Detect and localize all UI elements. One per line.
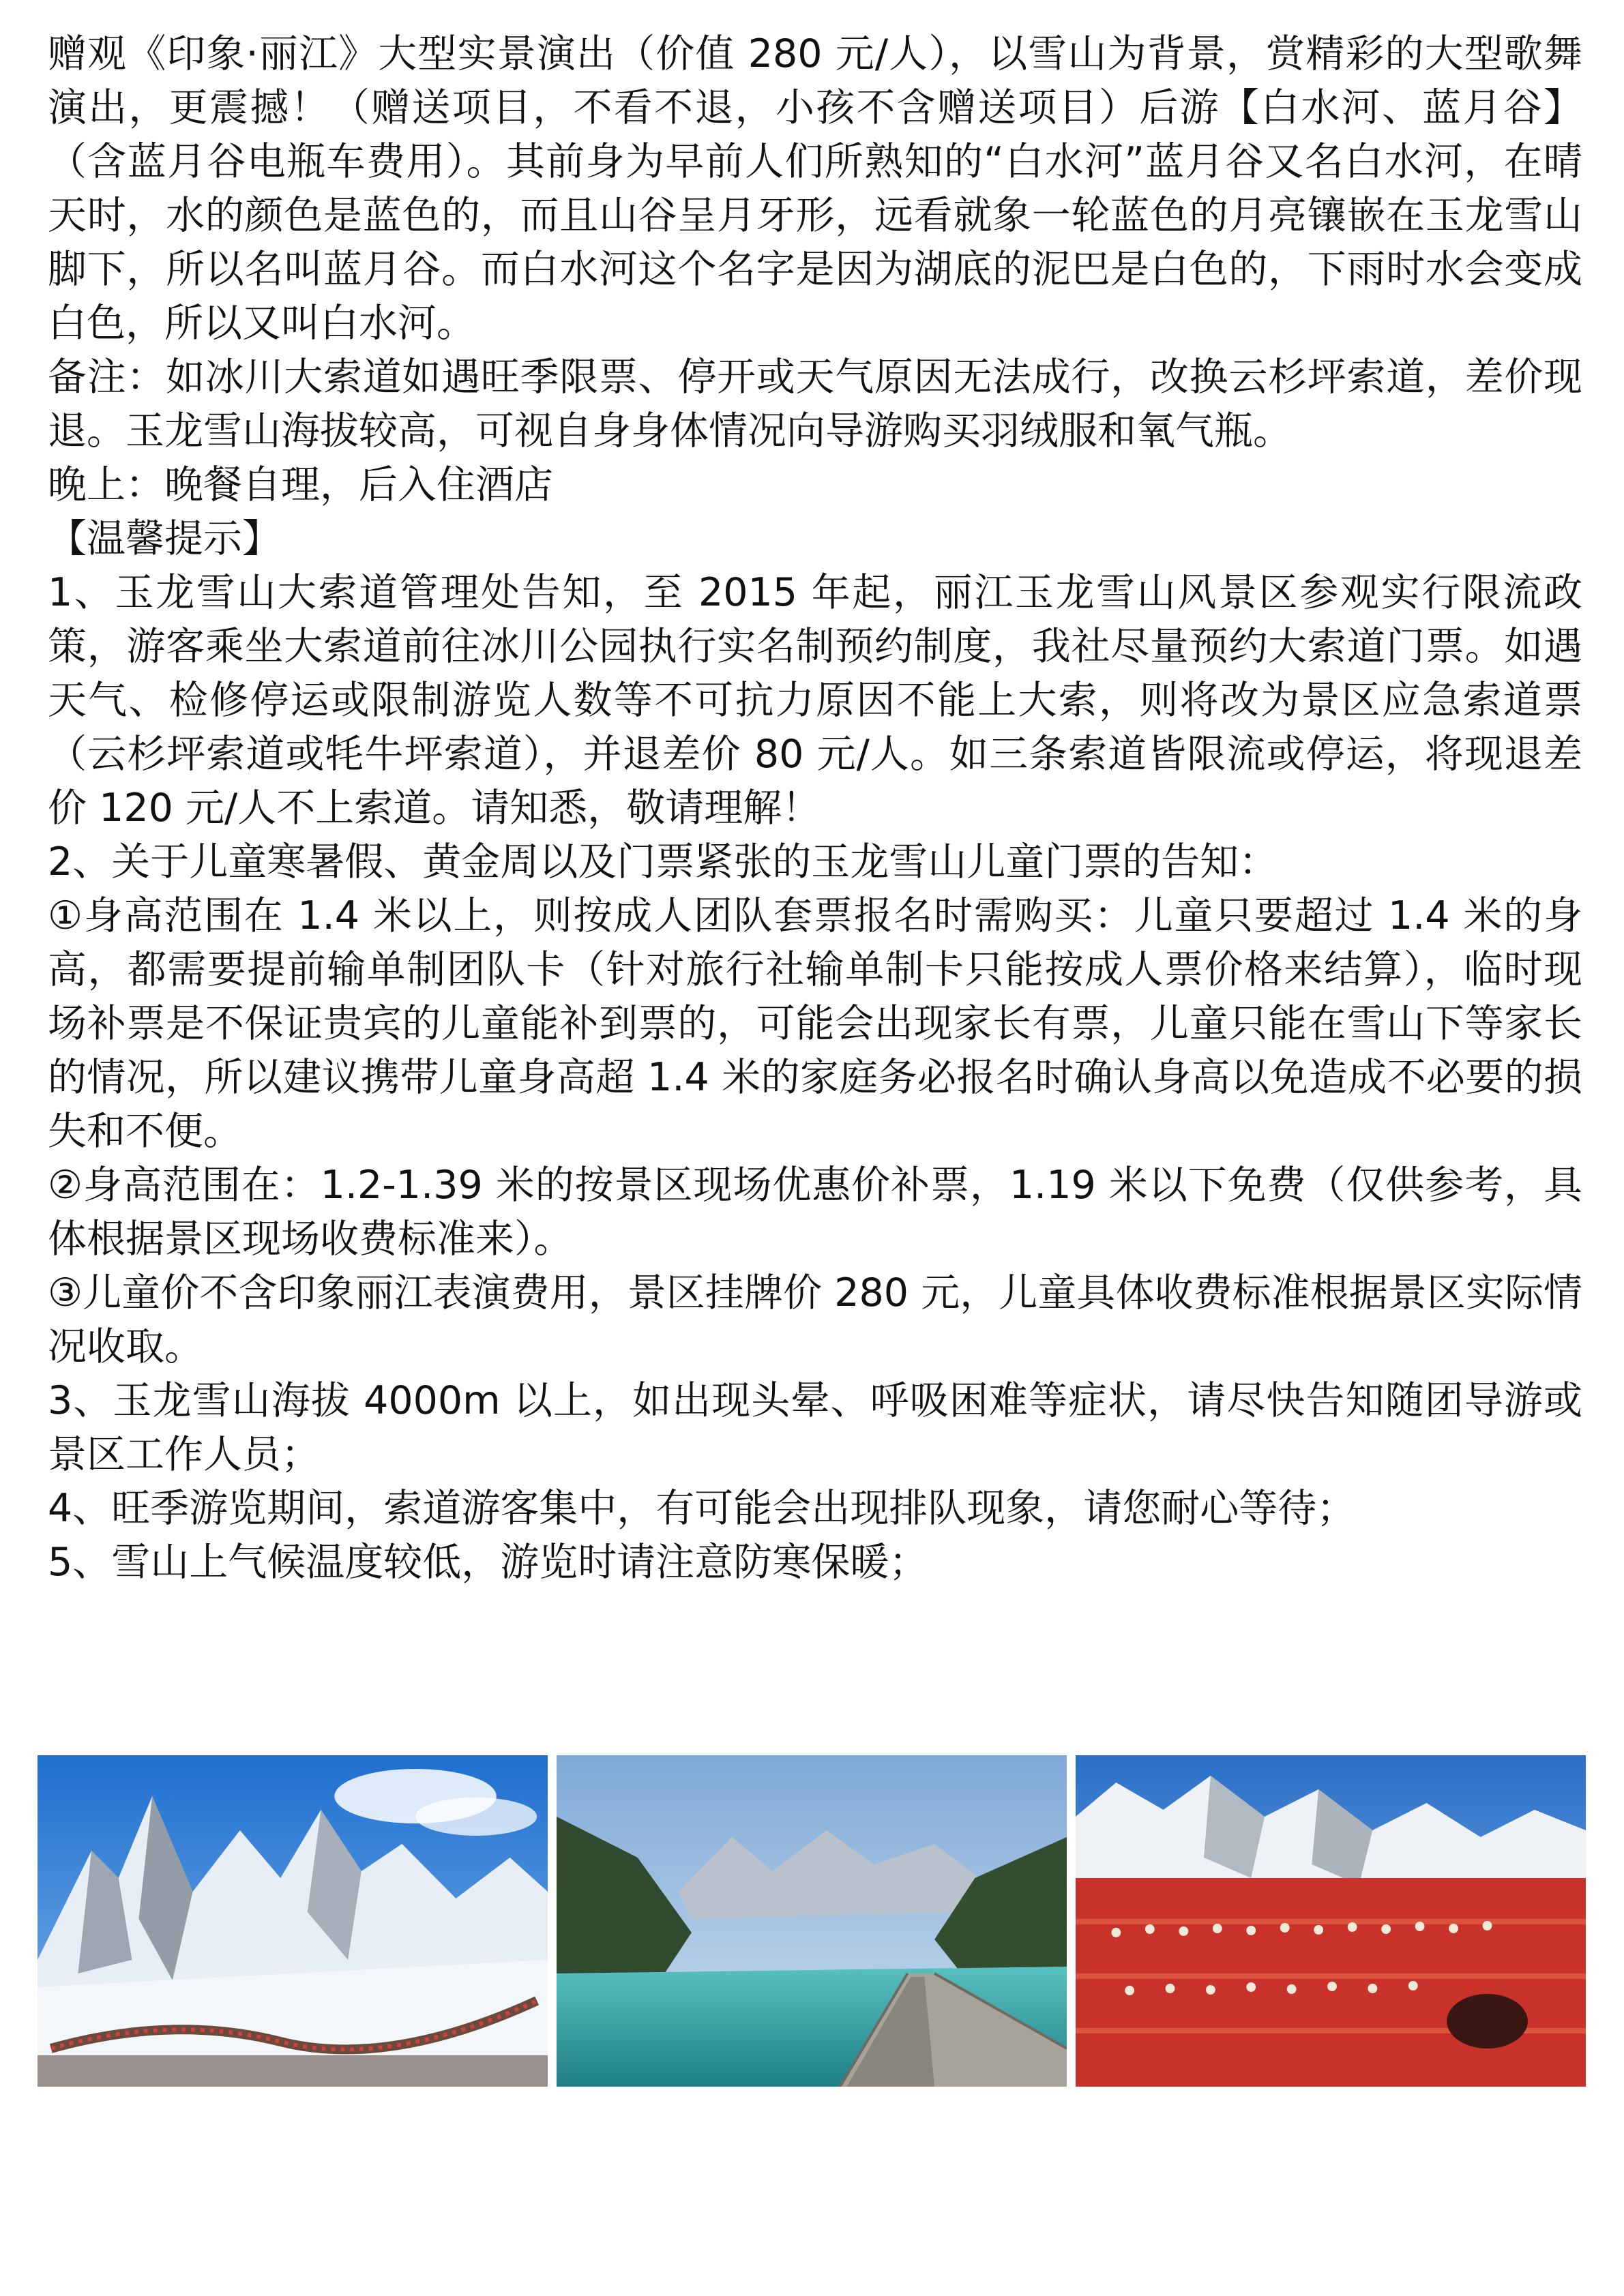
tip-2-item-1: ①身高范围在 1.4 米以上，则按成人团队套票报名时需购买：儿童只要超过 1.4 米的身高，都需要提前输单制团队卡（针对旅行社输单制卡只能按成人票价格来结算），临时现场补票是不保证贵宾的儿童能补到票的，可能会出现家长有票，儿童只能在雪山下等家长的情况，所以建议携带儿童身高超 1.4 米的家庭务必报名时确认身高以免造成不必要的损失和不便。: [48, 893, 1582, 1154]
tips-heading: 【温馨提示】: [48, 516, 281, 561]
note-paragraph: 备注：如冰川大索道如遇旺季限票、停开或天气原因无法成行，改换云杉坪索道，差价现退。玉龙雪山海拔较高，可视自身身体情况向导游购买羽绒服和氧气瓶。: [48, 355, 1582, 453]
tip-2-children-tickets: 2、关于儿童寒暑假、黄金周以及门票紧张的玉龙雪山儿童门票的告知：: [48, 839, 1278, 884]
tip-2-item-2: ②身高范围在：1.2-1.39 米的按景区现场优惠价补票，1.19 米以下免费（仅供参考，具体根据景区现场收费标准来）。: [48, 1163, 1582, 1262]
tip-1-cableway: 1、玉龙雪山大索道管理处告知，至 2015 年起，丽江玉龙雪山风景区参观实行限流政策，游客乘坐大索道前往冰川公园执行实名制预约制度，我社尽量预约大索道门票。如遇天气、检修停运或限制游览人数等不可抗力原因不能上大索，则将改为景区应急索道票（云杉坪索道或牦牛坪索道），并退差价 80 元/人。如三条索道皆限流或停运，将现退差价 120 元/人不上索道。请知悉，敬请理解！: [48, 570, 1582, 831]
blue-moon-valley-photo: [557, 1755, 1067, 2087]
show-and-valley-description: 赠观《印象·丽江》大型实景演出（价值 280 元/人），以雪山为背景，赏精彩的大型歌舞演出，更震撼！（赠送项目，不看不退，小孩不含赠送项目）后游【白水河、蓝月谷】（含蓝月谷电瓶车费用）。其前身为早前人们所熟知的“白水河”蓝月谷又名白水河，在晴天时，水的颜色是蓝色的，而且山谷呈月牙形，远看就象一轮蓝色的月亮镶嵌在玉龙雪山脚下，所以名叫蓝月谷。而白水河这个名字是因为湖底的泥巴是白色的，下雨时水会变成白色，所以又叫白水河。: [48, 31, 1582, 346]
itinerary-text: [48, 27, 1582, 1590]
tip-3-altitude: 3、玉龙雪山海拔 4000m 以上，如出现头晕、呼吸困难等症状，请尽快告知随团导游或景区工作人员；: [48, 1378, 1582, 1477]
snow-mountain-photo: [38, 1755, 548, 2087]
photo-gallery: [38, 1755, 1586, 2087]
impression-lijiang-photo: [1076, 1755, 1586, 2087]
evening-arrangement: 晚上：晚餐自理，后入住酒店: [48, 462, 553, 507]
tip-5-cold: 5、雪山上气候温度较低，游览时请注意防寒保暖；: [48, 1540, 928, 1585]
tip-2-item-3: ③儿童价不含印象丽江表演费用，景区挂牌价 280 元，儿童具体收费标准根据景区实际情况收取。: [48, 1270, 1582, 1369]
tip-4-queue: 4、旺季游览期间，索道游客集中，有可能会出现排队现象，请您耐心等待；: [48, 1486, 1356, 1531]
